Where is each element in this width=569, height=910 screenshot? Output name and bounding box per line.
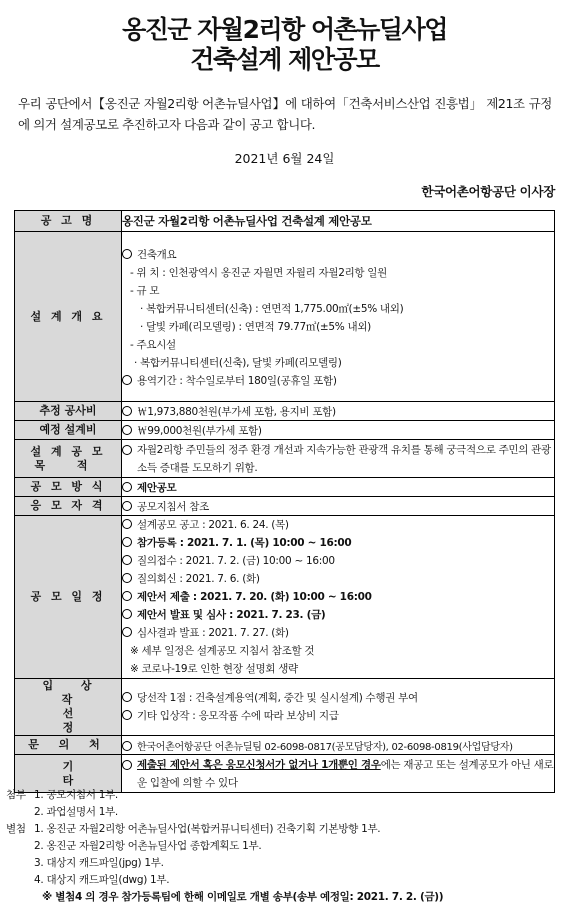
circle-bullet-icon: [122, 591, 132, 601]
separate-attachment-line: 3. 대상지 캐드파일(jpg) 1부.: [34, 857, 164, 869]
attachment-line: 2. 과업설명서 1부.: [34, 806, 118, 818]
row-method: [15, 478, 555, 497]
separate-attachment-line: 별첨 1. 옹진군 자월2리항 어촌뉴딜사업(복합커뮤니티센터) 건축기획 기본방향 1부.: [6, 823, 381, 835]
value-qualification: 공모지침서 참조: [122, 497, 555, 516]
label-overview: 설 계 개 요: [15, 232, 122, 402]
circle-bullet-icon: [122, 760, 132, 770]
circle-bullet-icon: [122, 425, 132, 435]
circle-bullet-icon: [122, 692, 132, 702]
label-contact: 문 의 처: [15, 736, 122, 755]
value-etc: 제출된 제안서 혹은 응모신청서가 없거나 1개뿐인 경우에는 재공고 또는 설계공모가 아닌 새로운 입찰에 의할 수 있다: [122, 755, 555, 793]
value-method: 제안공모: [122, 478, 555, 497]
circle-bullet-icon: [122, 710, 132, 720]
value-schedule: 설계공모 공고 : 2021. 6. 24. (목) 참가등록 : 2021. 7. 1. (목) 10:00 ~ 16:00 질의접수 : 2021. 7. 2. (금) 10:00 ~ 16:00 질의회신 : 2021. 7. 6. (화) 제안서 제출 : 2021. 7. 20. (화) 10:00 ~ 16:00 제안서 발표 및 심사 : 2021. 7. 23. (금) 심사결과 발표 : 2021. 7. 27. (화) ※ 세부 일정은 설계공모 지침서 참조할 것 ※ 코로나-19로 인한 현장 설명회 생략: [122, 516, 555, 679]
circle-bullet-icon: [122, 445, 132, 455]
issuer: 한국어촌어항공단 이사장: [421, 184, 555, 199]
label-design-fee: 예정 설계비: [15, 421, 122, 440]
label-etc: 기 타: [15, 755, 122, 793]
circle-bullet-icon: [122, 482, 132, 492]
circle-bullet-icon: [122, 501, 132, 511]
value-winners: 당선작 1점 : 건축설계용역(계획, 중간 및 실시설계) 수행권 부여 기타 입상작 : 응모작품 수에 따라 보상비 지급: [122, 679, 555, 736]
value-contact: 한국어촌어항공단 어촌뉴딜팀 02-6098-0817(공모담당자), 02-6098-0819(사업담당자): [122, 736, 555, 755]
page-title-line1: 옹진군 자월2리항 어촌뉴딜사업: [122, 15, 447, 44]
value-design-fee: ￦99,000천원(부가세 포함): [122, 421, 555, 440]
announcement-table: [14, 210, 555, 793]
page-title-line2: 건축설계 제안공모: [190, 45, 379, 74]
row-winners: [15, 679, 555, 736]
row-design-fee: [15, 421, 555, 440]
attachment-line: 첨부 1. 공모지침서 1부.: [6, 789, 118, 801]
label-purpose: 설 계 공 모 목 적: [15, 440, 122, 478]
attachment-note: ※ 별첨4 의 경우 참가등록팀에 한해 이메일로 개별 송부(송부 예정일: 2021. 7. 2. (금)): [42, 891, 444, 903]
row-contact: [15, 736, 555, 755]
row-title: [15, 211, 555, 232]
circle-bullet-icon: [122, 627, 132, 637]
value-overview: 건축개요 - 위 치 : 인천광역시 옹진군 자월면 자월리 자월2리항 일원 - 규 모 · 복합커뮤니티센터(신축) : 연면적 1,775.00㎡(±5% 내외) · 달빛 카페(리모델링) : 연면적 79.77㎡(±5% 내외) - 주요시설 · 복합커뮤니티센터(신축), 달빛 카페(리모델링) 용역기간 : 착수일로부터 180일(공휴일 포함): [122, 232, 555, 402]
row-schedule: [15, 516, 555, 679]
circle-bullet-icon: [122, 741, 132, 751]
intro-paragraph: 우리 공단에서【옹진군 자월2리항 어촌뉴딜사업】에 대하여「건축서비스산업 진흥법」 제21조 규정에 의거 설계공모로 추진하고자 다음과 같이 공고 합니다.: [18, 96, 552, 132]
circle-bullet-icon: [122, 519, 132, 529]
circle-bullet-icon: [122, 573, 132, 583]
separate-attachment-line: 4. 대상지 캐드파일(dwg) 1부.: [34, 874, 170, 886]
label-winners: 입 상 작 선 정: [15, 679, 122, 736]
circle-bullet-icon: [122, 375, 132, 385]
circle-bullet-icon: [122, 249, 132, 259]
value-title: 옹진군 자월2리항 어촌뉴딜사업 건축설계 제안공모: [122, 211, 555, 232]
row-purpose: [15, 440, 555, 478]
announcement-date: 2021년 6월 24일: [234, 151, 335, 166]
row-overview: [15, 232, 555, 402]
row-qualification: [15, 497, 555, 516]
circle-bullet-icon: [122, 609, 132, 619]
value-est-cost: ￦1,973,880천원(부가세 포함, 용지비 포함): [122, 402, 555, 421]
label-title: 공 고 명: [15, 211, 122, 232]
label-qualification: 응 모 자 격: [15, 497, 122, 516]
row-est-cost: [15, 402, 555, 421]
circle-bullet-icon: [122, 406, 132, 416]
label-schedule: 공 모 일 정: [15, 516, 122, 679]
separate-attachment-line: 2. 옹진군 자월2리항 어촌뉴딜사업 종합계획도 1부.: [34, 840, 262, 852]
circle-bullet-icon: [122, 537, 132, 547]
circle-bullet-icon: [122, 555, 132, 565]
label-est-cost: 추정 공사비: [15, 402, 122, 421]
value-purpose: 자월2리항 주민들의 정주 환경 개선과 지속가능한 관광객 유치를 통해 궁극적으로 주민의 관광소득 증대를 도모하기 위함.: [122, 440, 555, 478]
label-method: 공 모 방 식: [15, 478, 122, 497]
